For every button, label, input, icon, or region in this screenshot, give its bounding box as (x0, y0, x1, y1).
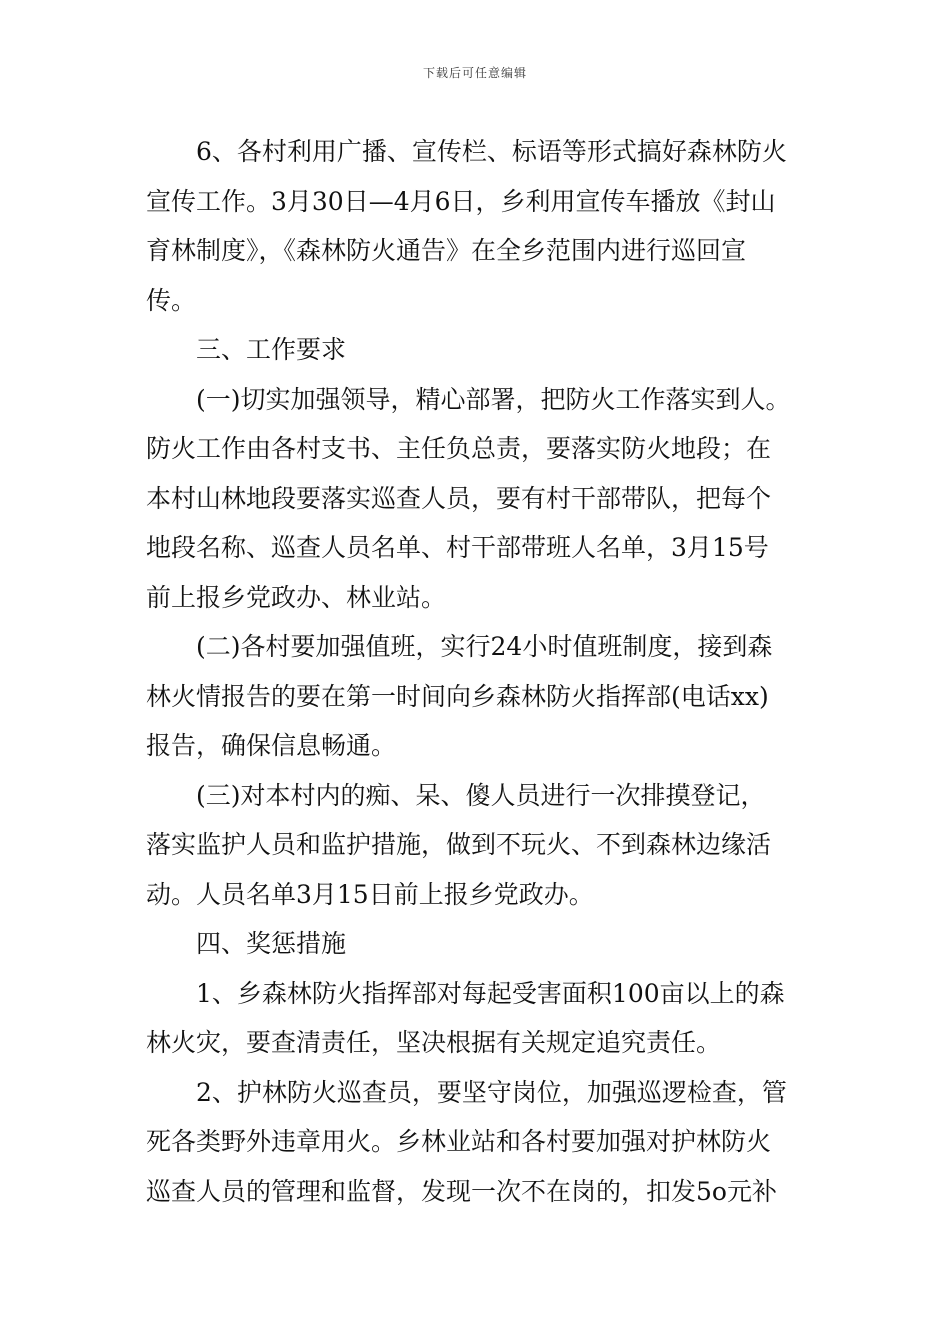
section-heading: 三、工作要求 (196, 335, 347, 364)
text-line: 林火灾，要查清责任，坚决根据有关规定追究责任。 (146, 1028, 722, 1057)
section-heading: 四、奖惩措施 (196, 929, 347, 958)
text-line: 前上报乡党政办、林业站。 (146, 582, 447, 612)
header-note: 下载后可任意编辑 (422, 66, 527, 80)
text-line: 地段名称、巡查人员名单、村干部带班人名单，3月15号 (146, 533, 769, 562)
text-line: 1、乡森林防火指挥部对每起受害面积100亩以上的森 (196, 978, 785, 1008)
text-line: 防火工作由各村支书、主任负总责，要落实防火地段；在 (146, 434, 772, 463)
text-line: 报告，确保信息畅通。 (146, 731, 397, 760)
text-line: 动。人员名单3月15日前上报乡党政办。 (146, 879, 594, 909)
text-line: 死各类野外违章用火。乡林业站和各村要加强对护林防火 (146, 1127, 772, 1156)
text-line: 林火情报告的要在第一时间向乡森林防火指挥部(电话xx) (146, 681, 769, 711)
text-line: 落实监护人员和监护措施，做到不玩火、不到森林边缘活 (146, 830, 772, 859)
text-line: 本村山林地段要落实巡查人员，要有村干部带队，把每个 (146, 483, 772, 513)
text-line: 宣传工作。3月30日—4月6日，乡利用宣传车播放《封山 (146, 186, 776, 216)
text-line: (三)对本村内的痴、呆、傻人员进行一次排摸登记， (196, 780, 766, 810)
document-body (146, 127, 810, 1216)
text-line: 6、各村利用广播、宣传栏、标语等形式搞好森林防火 (196, 137, 787, 166)
text-line: 巡查人员的管理和监督，发现一次不在岗的，扣发5o元补 (146, 1176, 777, 1206)
text-line: (二)各村要加强值班，实行24小时值班制度，接到森 (196, 632, 773, 661)
text-line: 2、护林防火巡查员，要坚守岗位，加强巡逻检查，管 (196, 1077, 787, 1107)
text-line: 育林制度》，《森林防火通告》在全乡范围内进行巡回宣 (146, 236, 747, 265)
text-line: (一)切实加强领导，精心部署，把防火工作落实到人。 (196, 384, 791, 414)
text-line: 传。 (146, 285, 197, 315)
